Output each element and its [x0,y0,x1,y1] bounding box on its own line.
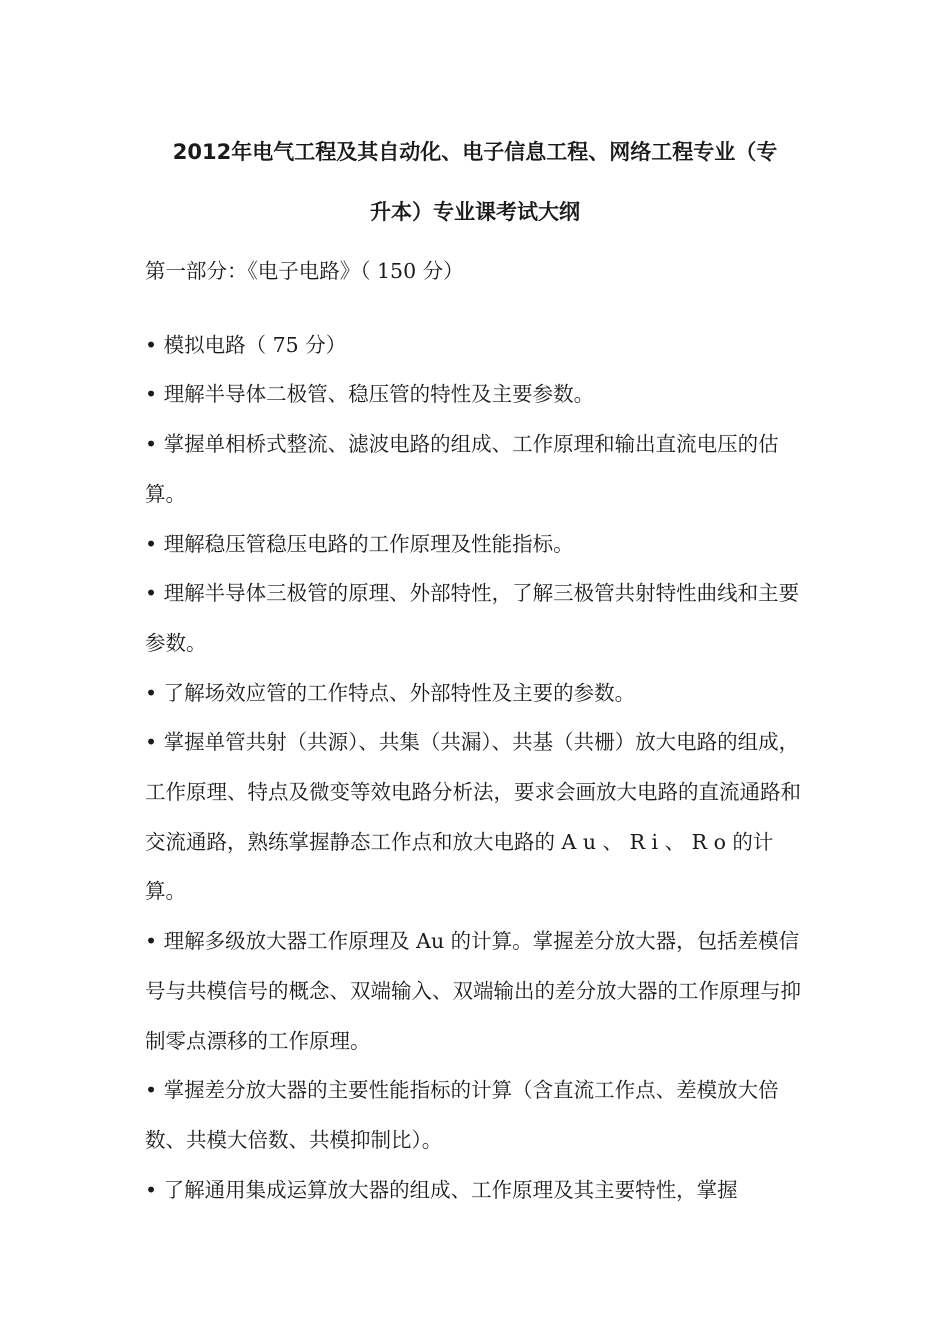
bullet-marker: • [145,432,158,457]
bullet-marker: • [145,332,158,357]
title-line-2: 升本）专业课考试大纲 [370,200,580,224]
list-item [145,1166,810,1216]
bullet-marker: • [145,531,158,556]
bullet-marker: • [145,730,158,755]
bullet-marker: • [145,680,158,705]
bullet-marker: • [145,929,158,954]
bullet-marker: • [145,1078,158,1103]
list-item [145,370,810,420]
list-item [145,569,810,668]
list-item [145,917,810,1066]
list-item [145,1066,810,1165]
list-item [145,321,810,371]
list-item-text: 理解半导体二极管、稳压管的特性及主要参数。 [163,382,595,407]
list-item-text: 掌握差分放大器的主要性能指标的计算（含直流工作点、差模放大倍数、共模大倍数、共模抑制比）。 [145,1078,779,1152]
list-item [145,718,810,917]
bullet-marker: • [145,1177,158,1202]
list-item-text: 了解场效应管的工作特点、外部特性及主要的参数。 [163,680,636,705]
document-body [145,247,810,1215]
list-item-text: 掌握单相桥式整流、滤波电路的组成、工作原理和输出直流电压的估算。 [145,432,779,506]
list-item-text: 理解稳压管稳压电路的工作原理及性能指标。 [163,531,574,556]
list-item-text: 了解通用集成运算放大器的组成、工作原理及其主要特性，掌握 [163,1177,738,1202]
title-line-1: 2012年电气工程及其自动化、电子信息工程、网络工程专业（专 [172,140,778,164]
document-title [120,122,830,242]
list-item [145,520,810,570]
list-item-text: 模拟电路（ 75 分） [163,332,347,357]
list-item [145,420,810,519]
bullet-marker: • [145,382,158,407]
section-heading: 第一部分：《电子电路》（ 150 分） [145,259,464,283]
list-item-text: 理解多级放大器工作原理及 Au 的计算。掌握差分放大器，包括差模信号与共模信号的概念、双端输入、双端输出的差分放大器的工作原理与抑制零点漂移的工作原理。 [145,929,801,1053]
list-item-text: 理解半导体三极管的原理、外部特性，了解三极管共射特性曲线和主要参数。 [145,581,800,655]
list-item-text: 掌握单管共射（共源）、共集（共漏）、共基（共栅）放大电路的组成， 工作原理、特点及微变等效电路分析法，要求会画放大电路的直流通路和交流通路，熟练掌握静态工作点和放大电路的 A u 、 R i 、 R o 的计算。 [145,730,801,904]
bullet-marker: • [145,581,158,606]
list-item [145,669,810,719]
